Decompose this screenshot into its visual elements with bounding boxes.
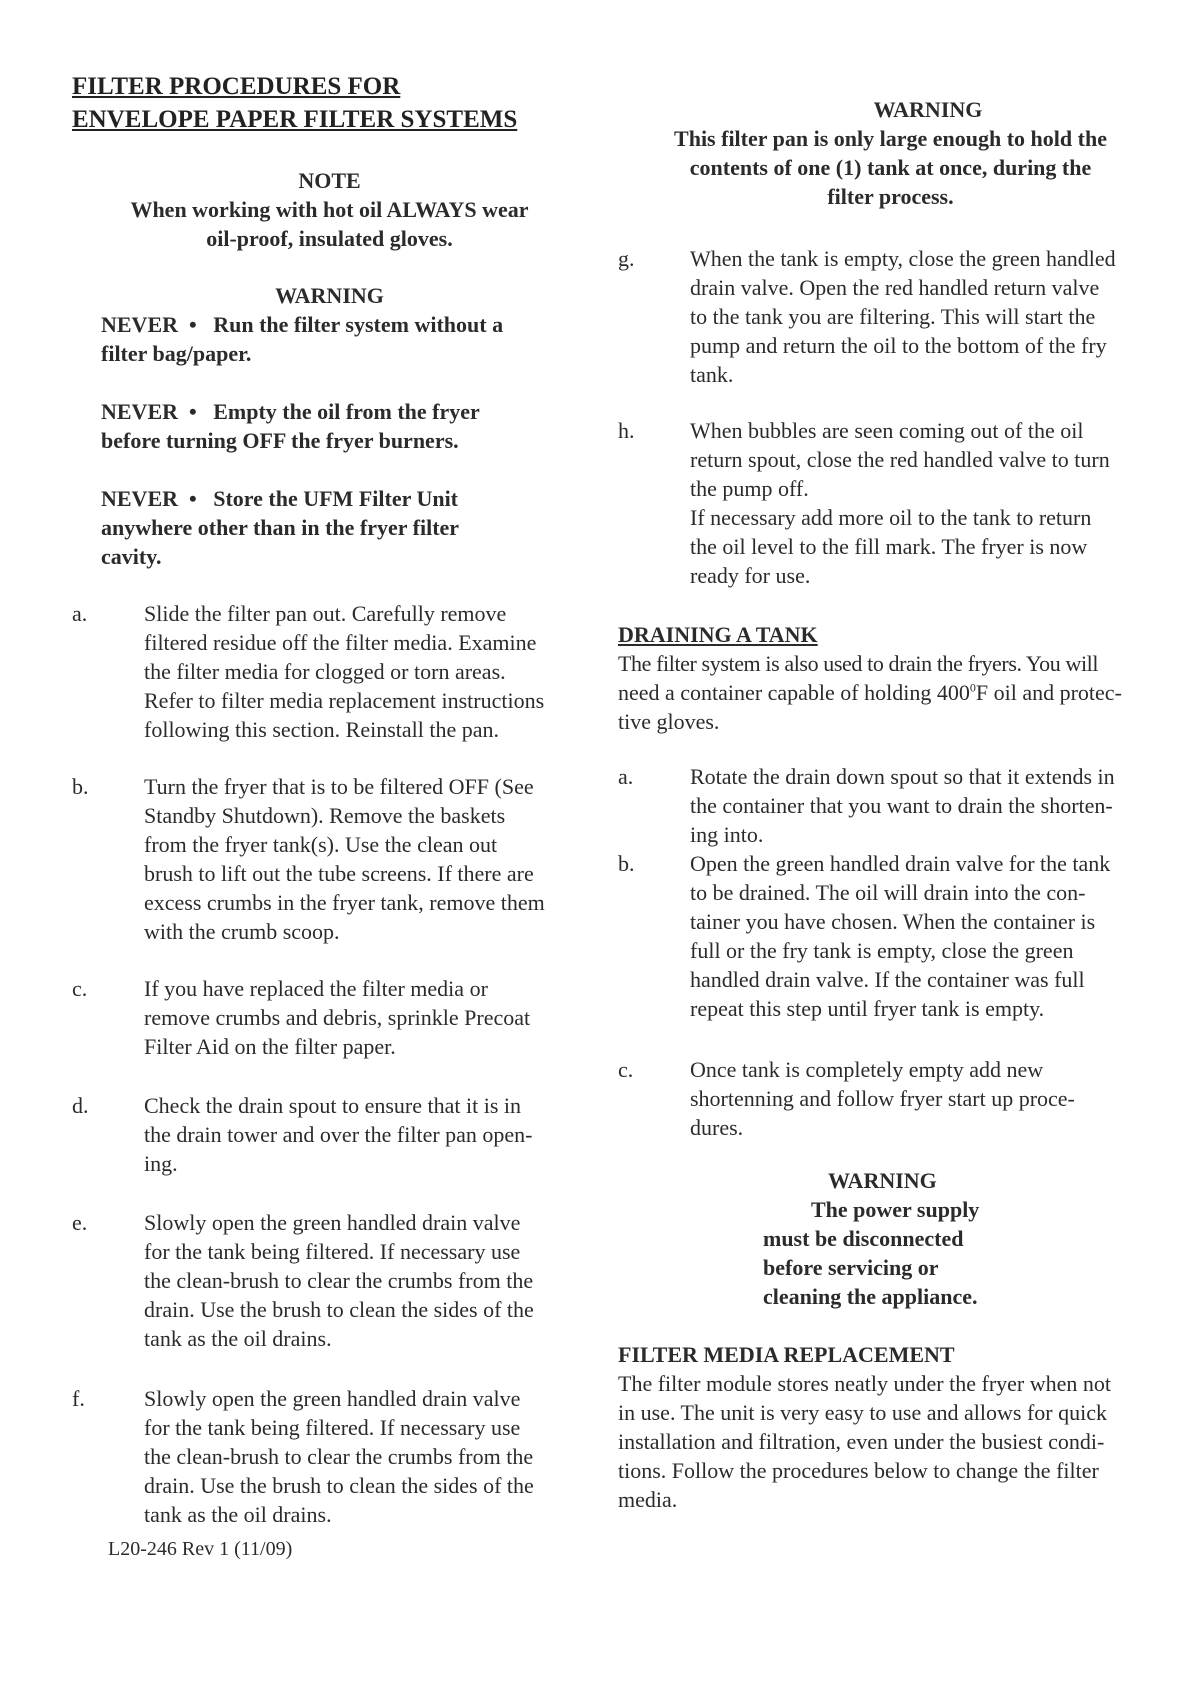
step-line: for the tank being filtered. If necessary use (144, 1239, 521, 1264)
step-text (144, 974, 530, 1061)
step-text (690, 849, 1110, 1023)
never-rule-1-line2: filter bag/paper. (101, 341, 252, 366)
power-warning-line1: The power supply (811, 1197, 980, 1222)
draining-line3: tive gloves. (618, 709, 720, 734)
step-line: ready for use. (690, 563, 811, 588)
filter-pan-warning-line1: This filter pan is only large enough to hold the (674, 126, 1107, 151)
power-warning (618, 1166, 1163, 1311)
step-line: Open the green handled drain valve for the tank (690, 851, 1111, 876)
step-line: tank as the oil drains. (144, 1502, 332, 1527)
step-line: filtered residue off the filter media. Examine (144, 630, 537, 655)
step-label: h. (618, 418, 635, 443)
filter-media-line: in use. The unit is very easy to use and allows for quick (618, 1400, 1107, 1425)
filter-media-line: The filter module stores neatly under the fryer when not (618, 1371, 1112, 1396)
document-revision: L20-246 Rev 1 (11/09) (108, 1538, 293, 1560)
step-line: ing. (144, 1151, 178, 1176)
step-line: Refer to filter media replacement instructions (144, 688, 545, 713)
step-line: the clean-brush to clear the crumbs from the (144, 1444, 534, 1469)
step-line: Slowly open the green handled drain valve (144, 1386, 521, 1411)
step-line: Standby Shutdown). Remove the baskets (144, 803, 506, 828)
step-line: When bubbles are seen coming out of the oil (690, 418, 1084, 443)
step-text (690, 1055, 1075, 1142)
step-line: tank as the oil drains. (144, 1326, 332, 1351)
step-line: handled drain valve. If the container was full (690, 967, 1085, 992)
never-rule-3-line3: cavity. (101, 544, 162, 569)
never-rule-2-line2: before turning OFF the fryer burners. (101, 428, 459, 453)
note-line1: When working with hot oil ALWAYS wear (130, 197, 529, 222)
step-line: the oil level to the fill mark. The fryer is now (690, 534, 1088, 559)
note-heading: NOTE (298, 168, 361, 193)
step-line: from the fryer tank(s). Use the clean out (144, 832, 498, 857)
warning-never-block (72, 281, 587, 571)
step-text (690, 244, 1116, 389)
step-line: drain valve. Open the red handled return valve (690, 275, 1100, 300)
power-warning-heading: WARNING (828, 1168, 937, 1193)
step-line: Slowly open the green handled drain valve (144, 1210, 521, 1235)
power-warning-line3: before servicing or (763, 1255, 939, 1280)
step-label: e. (72, 1210, 88, 1235)
power-warning-line2: must be disconnected (763, 1226, 964, 1251)
step-line: for the tank being filtered. If necessary use (144, 1415, 521, 1440)
step-line: tank. (690, 362, 734, 387)
step-text (690, 416, 1110, 590)
step-line: to be drained. The oil will drain into the con- (690, 880, 1086, 905)
step-line: Filter Aid on the filter paper. (144, 1034, 396, 1059)
step-line: the drain tower and over the filter pan open- (144, 1122, 533, 1147)
step-label: a. (618, 764, 634, 789)
step-line: Turn the fryer that is to be filtered OFF (See (144, 774, 534, 799)
step-line: remove crumbs and debris, sprinkle Precoat (144, 1005, 531, 1030)
step-line: ing into. (690, 822, 764, 847)
page-title-line2: ENVELOPE PAPER FILTER SYSTEMS (72, 106, 518, 133)
draining-section (618, 620, 1163, 736)
step-label: f. (72, 1386, 85, 1411)
filter-pan-warning-heading: WARNING (873, 97, 983, 122)
step-line: the clean-brush to clear the crumbs from the (144, 1268, 534, 1293)
never-rule-2-line1: NEVER • Empty the oil from the fryer (101, 399, 480, 424)
never-rule-1-line1: NEVER • Run the filter system without a (101, 312, 504, 337)
step-label: a. (72, 601, 88, 626)
step-text (144, 599, 544, 744)
page-title (72, 70, 517, 136)
filter-pan-warning-line2: contents of one (1) tank at once, during the (689, 155, 1092, 180)
step-line: dures. (690, 1115, 744, 1140)
step-text (144, 1208, 534, 1353)
draining-line2: need a container capable of holding $400^0F$ oil and protec- (618, 680, 1122, 705)
step-line: Rotate the drain down spout so that it extends in (690, 764, 1115, 789)
step-line: If you have replaced the filter media or (144, 976, 488, 1001)
filter-media-line: tions. Follow the procedures below to change the filter (618, 1458, 1099, 1483)
warning-heading: WARNING (275, 283, 384, 308)
step-line: Check the drain spout to ensure that it is in (144, 1093, 521, 1118)
step-line: brush to lift out the tube screens. If there are (144, 861, 534, 886)
step-line: return spout, close the red handled valve to turn (690, 447, 1110, 472)
filter-media-heading: FILTER MEDIA REPLACEMENT (618, 1342, 955, 1367)
step-label: d. (72, 1093, 89, 1118)
filter-media-line: media. (618, 1487, 678, 1512)
filter-media-section (618, 1340, 1163, 1514)
step-text (144, 772, 545, 946)
step-label: g. (618, 246, 635, 271)
step-text (144, 1091, 533, 1178)
step-label: b. (72, 774, 89, 799)
step-line: full or the fry tank is empty, close the green (690, 938, 1074, 963)
step-line: drain. Use the brush to clean the sides of the (144, 1473, 534, 1498)
filter-media-text (618, 1369, 1163, 1514)
step-label: b. (618, 851, 635, 876)
step-line: with the crumb scoop. (144, 919, 340, 944)
step-line: pump and return the oil to the bottom of the fry (690, 333, 1107, 358)
step-label: c. (72, 976, 88, 1001)
step-line: the container that you want to drain the shorten- (690, 793, 1113, 818)
filter-pan-warning (618, 95, 1163, 211)
filter-media-line: installation and filtration, even under the busiest condi- (618, 1429, 1105, 1454)
draining-line1: The filter system is also used to drain the fryers. You will (618, 651, 1099, 676)
step-label: c. (618, 1057, 634, 1082)
step-line: the pump off. (690, 476, 809, 501)
filter-pan-warning-line3: filter process. (827, 184, 954, 209)
step-line: drain. Use the brush to clean the sides of the (144, 1297, 534, 1322)
step-line: to the tank you are filtering. This will start the (690, 304, 1096, 329)
power-warning-line4: cleaning the appliance. (763, 1284, 978, 1309)
note-block (72, 166, 587, 253)
note-line2: oil-proof, insulated gloves. (206, 226, 453, 251)
step-line: Once tank is completely empty add new (690, 1057, 1044, 1082)
step-text (690, 762, 1115, 849)
step-line: excess crumbs in the fryer tank, remove them (144, 890, 545, 915)
draining-heading: DRAINING A TANK (618, 622, 818, 647)
page-title-line1: FILTER PROCEDURES FOR (72, 73, 401, 100)
step-line: If necessary add more oil to the tank to return (690, 505, 1092, 530)
step-line: the filter media for clogged or torn areas. (144, 659, 506, 684)
step-line: tainer you have chosen. When the container is (690, 909, 1096, 934)
step-line: Slide the filter pan out. Carefully remove (144, 601, 507, 626)
step-text (144, 1384, 534, 1529)
never-rule-3-line2: anywhere other than in the fryer filter (101, 515, 460, 540)
step-line: repeat this step until fryer tank is empty. (690, 996, 1045, 1021)
step-line: shortenning and follow fryer start up proce- (690, 1086, 1075, 1111)
never-rule-3-line1: NEVER • Store the UFM Filter Unit (101, 486, 459, 511)
step-line: When the tank is empty, close the green handled (690, 246, 1116, 271)
step-line: following this section. Reinstall the pan. (144, 717, 500, 742)
